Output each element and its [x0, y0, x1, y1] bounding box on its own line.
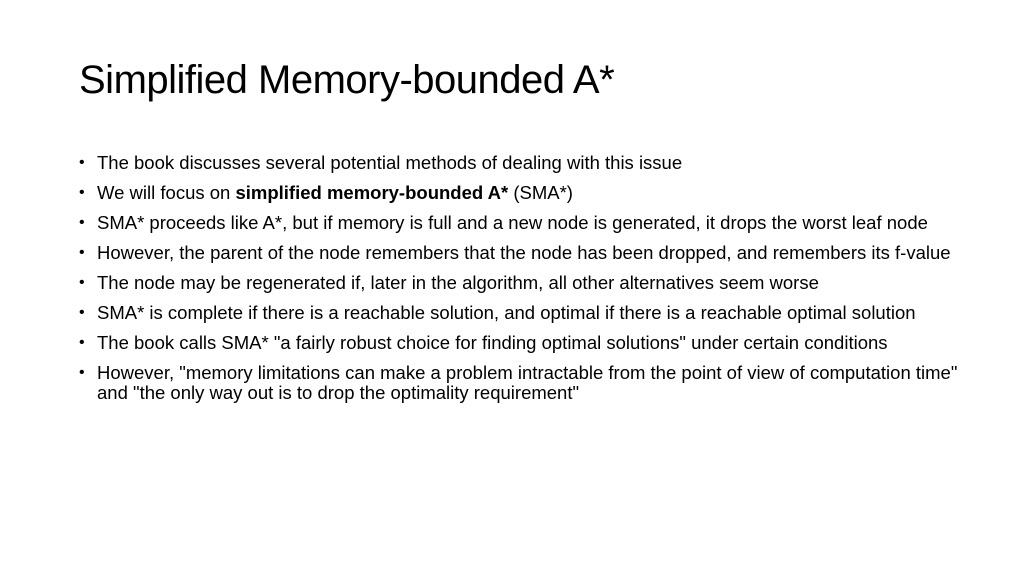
bullet-text: The book discusses several potential methods of dealing with this issue [97, 152, 683, 173]
bullet-icon: • [79, 364, 85, 381]
bullet-text-bold: simplified memory-bounded A* [235, 182, 509, 203]
bullet-text: The book calls SMA* "a fairly robust choice for finding optimal solutions" under certain conditions [97, 332, 888, 353]
bullet-text: SMA* is complete if there is a reachable solution, and optimal if there is a reachable optimal solution [97, 302, 916, 323]
bullet-item [79, 333, 959, 353]
bullet-text: The node may be regenerated if, later in the algorithm, all other alternatives seem worse [97, 272, 819, 293]
bullet-text-post: (SMA*) [508, 182, 573, 203]
bullet-item [79, 183, 959, 203]
bullet-icon: • [79, 214, 85, 231]
bullet-text: SMA* proceeds like A*, but if memory is full and a new node is generated, it drops the worst leaf node [97, 212, 928, 233]
bullet-icon: • [79, 334, 85, 351]
bullet-icon: • [79, 244, 85, 261]
bullet-text: However, "memory limitations can make a problem intractable from the point of view of computation time" and "the only way out is to drop the optimality requirement" [97, 362, 958, 403]
bullet-icon: • [79, 184, 85, 201]
bullet-item [79, 213, 959, 233]
slide-title: Simplified Memory-bounded A* [79, 58, 615, 102]
bullet-text: However, the parent of the node remembers that the node has been dropped, and remembers its f-value [97, 242, 951, 263]
bullet-item [79, 303, 959, 323]
bullet-item [79, 153, 959, 173]
bullet-item [79, 273, 959, 293]
bullet-icon: • [79, 274, 85, 291]
bullet-list [79, 153, 959, 413]
bullet-item [79, 243, 959, 263]
bullet-icon: • [79, 154, 85, 171]
bullet-text-pre: We will focus on [97, 182, 236, 203]
bullet-icon: • [79, 304, 85, 321]
bullet-item [79, 363, 959, 403]
